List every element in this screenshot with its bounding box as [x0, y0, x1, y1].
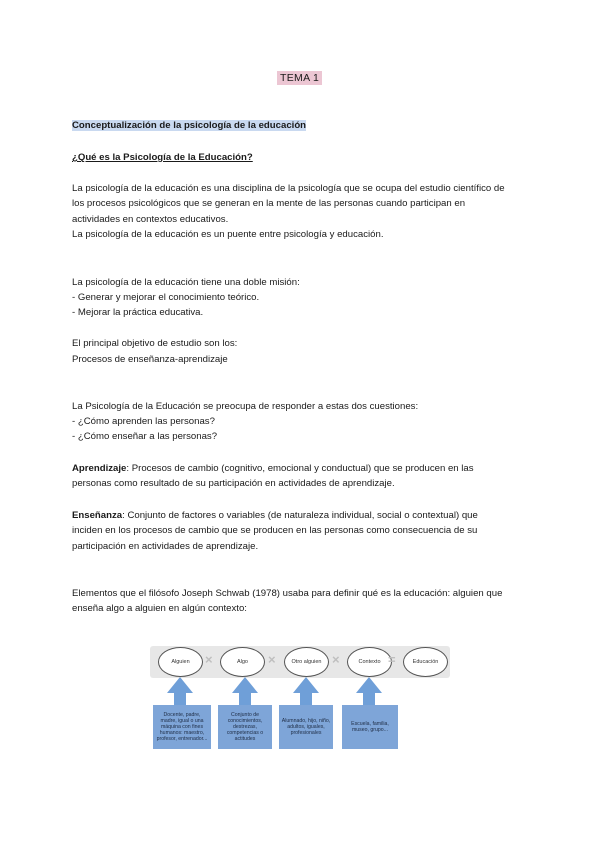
questions-line: - ¿Cómo enseñar a las personas?	[72, 431, 218, 442]
ensenanza-term: Enseñanza	[72, 510, 123, 521]
section-heading: Conceptualización de la psicología de la educación	[72, 120, 307, 131]
oval-contexto: Contexto	[347, 647, 392, 677]
intro-line: actividades en contextos educativos.	[72, 214, 229, 225]
ensenanza-definition: Enseñanza: Conjunto de factores o variables (de naturaleza individual, social o contextual) que	[72, 510, 478, 521]
times-operator: ×	[332, 652, 340, 667]
ensenanza-line: inciden en los procesos de cambio que se producen en las personas como consecuencia de su	[72, 525, 478, 536]
equals-operator: =	[388, 652, 396, 667]
intro-line: los procesos psicológicos que se generan en la mente de las personas cuando participan en	[72, 198, 466, 209]
schwab-diagram	[150, 633, 450, 753]
oval-otro-alguien: Otro alguien	[284, 647, 329, 677]
aprendizaje-definition: Aprendizaje: Procesos de cambio (cognitivo, emocional y conductual) que se producen en las	[72, 463, 474, 474]
document-title: TEMA 1	[277, 71, 322, 85]
mission-line: La psicología de la educación tiene una doble misión:	[72, 277, 300, 288]
up-arrow-icon	[232, 677, 258, 693]
intro-line: La psicología de la educación es una disciplina de la psicología que se ocupa del estudio científico de	[72, 183, 505, 194]
aprendizaje-line: personas como resultado de su participación en actividades de aprendizaje.	[72, 478, 395, 489]
question-heading: ¿Qué es la Psicología de la Educación?	[72, 152, 253, 163]
intro-line: La psicología de la educación es un puente entre psicología y educación.	[72, 229, 384, 240]
ensenanza-line: participación en actividades de aprendizaje.	[72, 541, 259, 552]
oval-educacion: Educación	[403, 647, 448, 677]
schwab-line: Elementos que el filósofo Joseph Schwab (1978) usaba para definir qué es la educación: alguien que	[72, 588, 503, 599]
up-arrow-icon	[167, 677, 193, 693]
times-operator: ×	[205, 652, 213, 667]
objective-line: Procesos de enseñanza-aprendizaje	[72, 354, 228, 365]
up-arrow-icon	[356, 677, 382, 693]
box-otro-alguien: Alumnado, hijo, niño, adultos, iguales, profesionales	[279, 705, 333, 749]
mission-line: - Generar y mejorar el conocimiento teórico.	[72, 292, 260, 303]
box-algo: Conjunto de conocimientos, destrezas, competencias o actitudes	[218, 705, 272, 749]
questions-line: - ¿Cómo aprenden las personas?	[72, 416, 215, 427]
objective-line: El principal objetivo de estudio son los:	[72, 338, 238, 349]
box-alguien: Docente, padre, madre, igual o una máquina con fines humanos: maestro, profesor, entrenador...	[153, 705, 211, 749]
aprendizaje-term: Aprendizaje	[72, 463, 127, 474]
times-operator: ×	[268, 652, 276, 667]
up-arrow-icon	[293, 677, 319, 693]
box-contexto: Escuela, familia, museo, grupo...	[342, 705, 398, 749]
oval-algo: Algo	[220, 647, 265, 677]
schwab-line: enseña algo a alguien en algún contexto:	[72, 603, 247, 614]
questions-line: La Psicología de la Educación se preocupa de responder a estas dos cuestiones:	[72, 401, 419, 412]
oval-alguien: Alguien	[158, 647, 203, 677]
mission-line: - Mejorar la práctica educativa.	[72, 307, 204, 318]
